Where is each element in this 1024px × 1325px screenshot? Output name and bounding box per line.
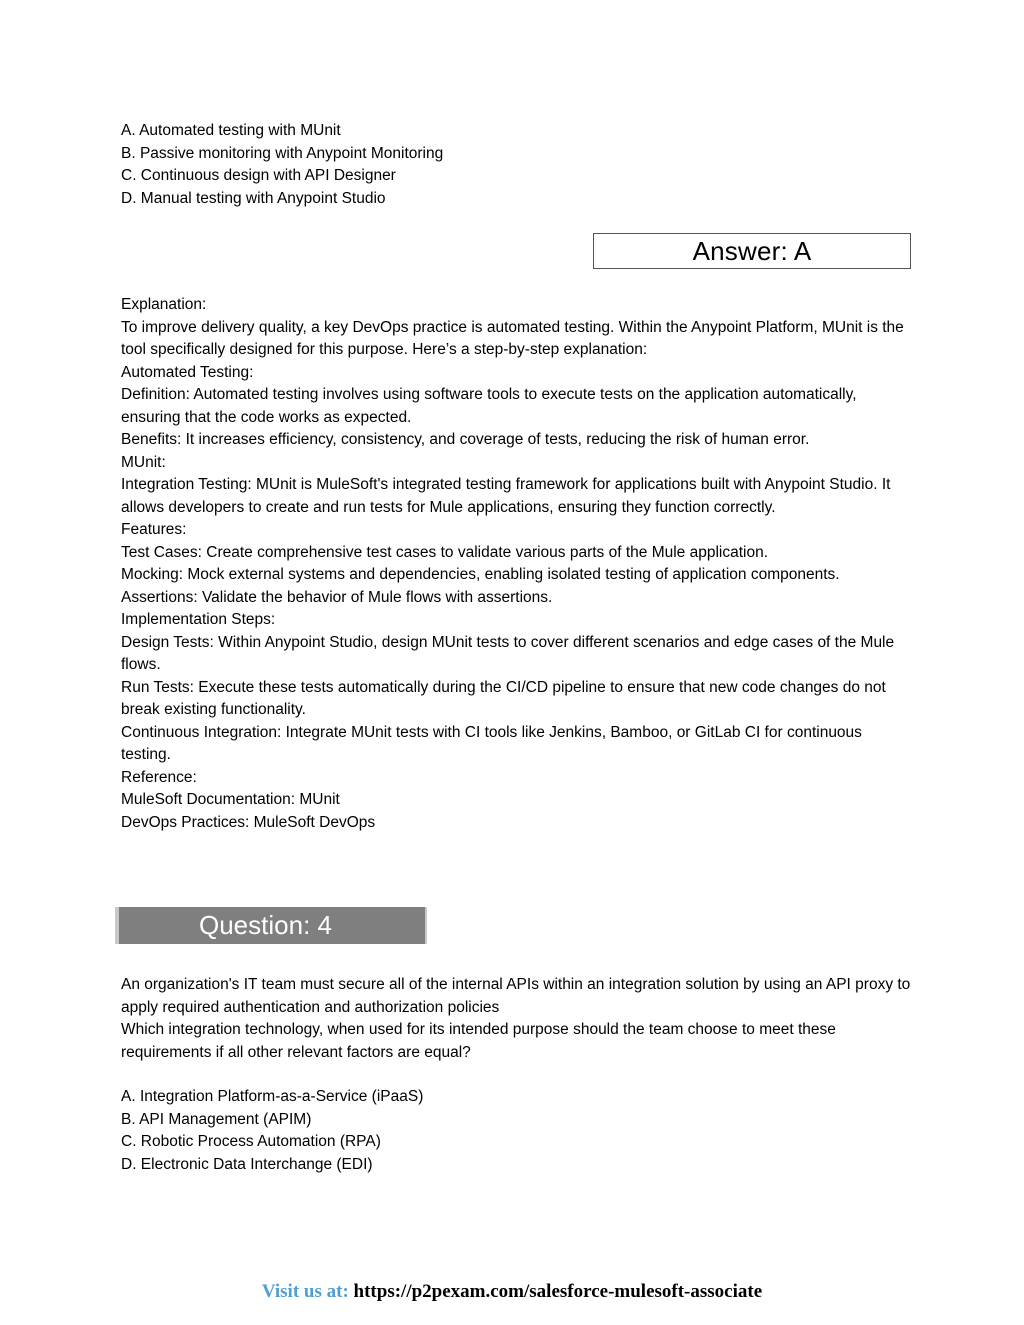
explanation-line: Design Tests: Within Anypoint Studio, design MUnit tests to cover different scenarios and edge cases of the Mule flows. [121, 633, 895, 673]
question-banner [115, 907, 427, 944]
option-b: B. Passive monitoring with Anypoint Monitoring [121, 144, 444, 162]
explanation-section [121, 294, 911, 834]
explanation-heading: Explanation: [121, 296, 207, 313]
explanation-line: Implementation Steps: [121, 611, 276, 628]
explanation-line: Continuous Integration: Integrate MUnit tests with CI tools like Jenkins, Bamboo, or GitLab CI for continuous testing. [121, 723, 862, 763]
explanation-line: Integration Testing: MUnit is MuleSoft's integrated testing framework for applications built with Anypoint Studio. It allows developers to create and run tests for Mule applications, ensuring they function correctly. [121, 476, 891, 516]
option-a: A. Integration Platform-as-a-Service (iPaaS) [121, 1088, 424, 1105]
question-options [121, 1086, 911, 1176]
explanation-line: Run Tests: Execute these tests automatically during the CI/CD pipeline to ensure that new code changes do not break existing functionality. [121, 678, 886, 718]
explanation-line: Benefits: It increases efficiency, consistency, and coverage of tests, reducing the risk of human error. [121, 431, 810, 448]
explanation-line: MuleSoft Documentation: MUnit [121, 791, 340, 808]
answer-label: Answer: A [692, 235, 812, 266]
page-footer [0, 1281, 1024, 1303]
option-c: C. Continuous design with API Designer [121, 167, 396, 184]
explanation-line: Features: [121, 521, 187, 538]
explanation-line: DevOps Practices: MuleSoft DevOps [121, 813, 376, 831]
option-d: D. Electronic Data Interchange (EDI) [121, 1155, 373, 1173]
question-paragraph: An organization's IT team must secure all of the internal APIs within an integration solution by using an API proxy to apply required authentication and authorization policies [121, 976, 911, 1016]
option-b: B. API Management (APIM) [121, 1110, 312, 1128]
previous-question-options [121, 120, 911, 210]
question-paragraph: Which integration technology, when used for its intended purpose should the team choose to meet these requirements if all other relevant factors are equal? [121, 1021, 836, 1061]
explanation-line: Mocking: Mock external systems and dependencies, enabling isolated testing of application components. [121, 566, 840, 583]
explanation-line: Assertions: Validate the behavior of Mule flows with assertions. [121, 588, 553, 606]
option-d: D. Manual testing with Anypoint Studio [121, 189, 386, 207]
answer-box [593, 233, 911, 269]
footer-url-link[interactable]: https://p2pexam.com/salesforce-mulesoft-associate [353, 1281, 763, 1302]
footer-visit-label: Visit us at: [261, 1281, 349, 1302]
question-number: Question: 4 [199, 910, 332, 940]
explanation-line: To improve delivery quality, a key DevOps practice is automated testing. Within the Anypoint Platform, MUnit is the tool specifically designed for this purpose. Here’s a step-by-step explanation: [121, 318, 904, 358]
option-a: A. Automated testing with MUnit [121, 122, 341, 139]
explanation-line: Reference: [121, 768, 197, 786]
explanation-line: Automated Testing: [121, 363, 254, 381]
question-text [121, 974, 911, 1064]
option-c: C. Robotic Process Automation (RPA) [121, 1133, 381, 1150]
explanation-line: Definition: Automated testing involves using software tools to execute tests on the application automatically, ensuring that the code works as expected. [121, 386, 857, 426]
explanation-line: MUnit: [121, 453, 166, 471]
explanation-line: Test Cases: Create comprehensive test cases to validate various parts of the Mule application. [121, 543, 769, 561]
